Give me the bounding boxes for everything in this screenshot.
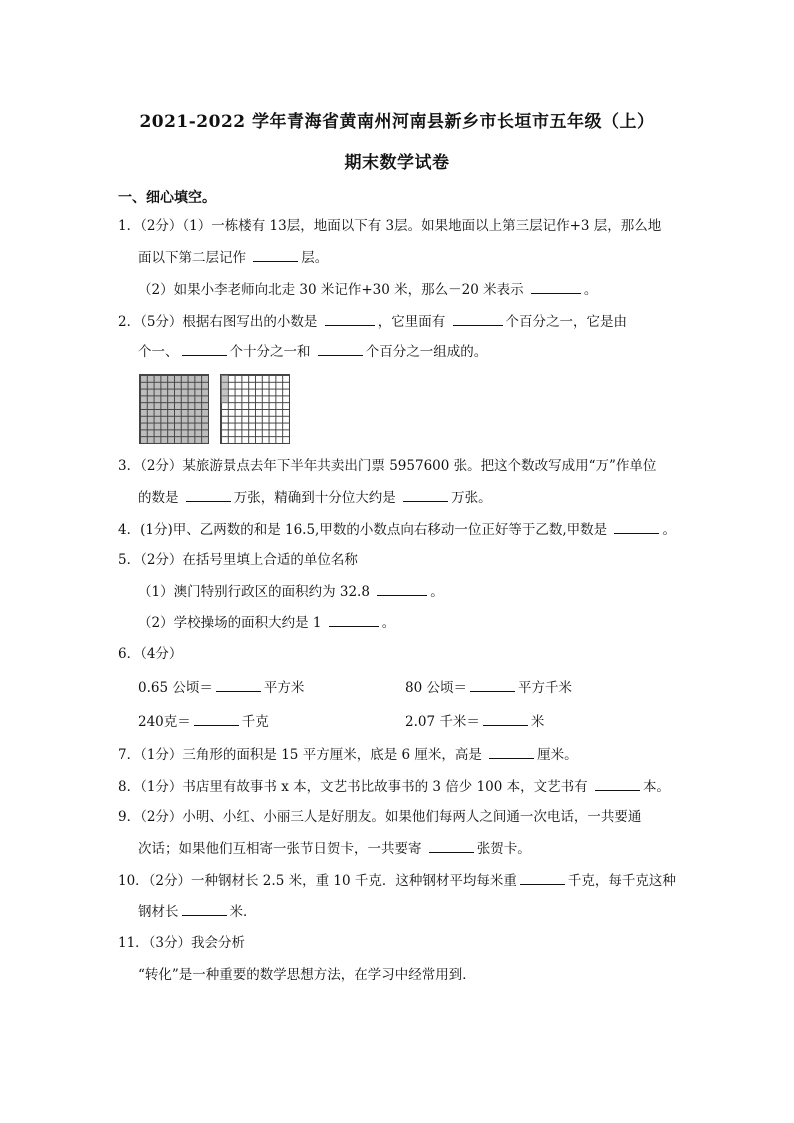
question-2-text: 个百分之一组成的。 — [365, 344, 488, 360]
question-6-text: 80 公顷＝ — [405, 680, 467, 696]
answer-blank[interactable] — [614, 519, 659, 534]
answer-blank[interactable] — [253, 247, 298, 262]
answer-blank[interactable] — [186, 487, 231, 502]
question-6-line1: 6．（4分） — [118, 646, 183, 662]
question-2-text: 个一、 — [138, 344, 179, 360]
hundred-grid-partial — [220, 374, 290, 444]
question-7-text: 7．（1分）三角形的面积是 15 平方厘米，底是 6 厘米，高是 — [118, 747, 487, 763]
answer-blank[interactable] — [377, 581, 427, 596]
question-5-line1: 5．（2分）在括号里填上合适的单位名称 — [118, 552, 358, 568]
shaded-cells — [221, 375, 228, 403]
question-10-text: 米． — [229, 904, 257, 920]
answer-blank[interactable] — [520, 870, 565, 885]
exam-title-line1: 2021-2022 学年青海省黄南州河南县新乡市长垣市五年级（上） — [139, 112, 655, 132]
question-8-line1 — [118, 776, 670, 796]
answer-blank[interactable] — [483, 711, 528, 726]
question-7-line1 — [118, 744, 578, 764]
question-1-text: 。 — [583, 282, 598, 298]
question-6-text: 平方千米 — [517, 680, 572, 696]
answer-blank[interactable] — [429, 838, 474, 853]
question-2-line2 — [138, 341, 487, 361]
answer-blank[interactable] — [182, 341, 227, 356]
question-4-line1 — [118, 519, 676, 539]
question-8-text: 本。 — [642, 779, 670, 795]
question-9-line1: 9．（2分）小明、小红、小丽三人是好朋友。如果他们每两人之间通一次电话，一共要通 — [118, 809, 642, 825]
question-1-line1: 1．（2分）（1）一栋楼有 13层，地面以下有 3层。如果地面以上第三层记作+3 层，那么地 — [118, 218, 662, 234]
question-1-text: 层。 — [301, 250, 329, 266]
answer-blank[interactable] — [216, 677, 261, 692]
answer-blank[interactable] — [182, 901, 227, 916]
exam-title-line2: 期末数学试卷 — [344, 153, 450, 173]
question-5-text: 。 — [381, 615, 396, 631]
question-9-line2 — [138, 838, 531, 858]
question-8-text: 8．（1分）书店里有故事书 x 本，文艺书比故事书的 3 倍少 100 本，文艺书有 — [118, 779, 592, 795]
question-1-text: （2）如果小李老师向北走 30 米记作+30 米，那么－20 米表示 — [138, 282, 528, 298]
question-3-text: 的数是 — [138, 490, 183, 506]
question-5-line2 — [138, 581, 444, 601]
question-4-text: 。 — [662, 522, 676, 538]
question-6-text: 平方米 — [263, 680, 305, 696]
question-6-text: 0.65 公顷＝ — [138, 680, 213, 696]
answer-blank[interactable] — [194, 711, 239, 726]
question-2-text: 个十分之一和 — [229, 344, 315, 360]
question-3-text: 万张，精确到十分位大约是 — [233, 490, 401, 506]
answer-blank[interactable] — [595, 776, 640, 791]
question-6-text: 米 — [530, 714, 545, 730]
question-1-line2 — [138, 247, 328, 267]
question-6-text: 2.07 千米＝ — [405, 714, 480, 730]
question-10-line2 — [138, 901, 257, 921]
question-5-text: （1）澳门特别行政区的面积约为 32.8 — [138, 584, 375, 600]
answer-blank[interactable] — [470, 677, 515, 692]
answer-blank[interactable] — [531, 279, 581, 294]
question-10-text: 钢材长 — [138, 904, 179, 920]
section-heading: 一、细心填空。 — [118, 190, 216, 206]
question-10-text: 10．（2分）一种钢材长 2.5 米，重 10 千克．这种钢材平均每米重 — [118, 873, 517, 889]
question-3-line2 — [138, 487, 492, 507]
question-5-text: （2）学校操场的面积大约是 1 — [138, 615, 326, 631]
answer-blank[interactable] — [325, 311, 375, 326]
question-6-r2c2 — [405, 711, 544, 731]
question-7-text: 厘米。 — [537, 747, 578, 763]
answer-blank[interactable] — [329, 612, 379, 627]
hundred-grid-full — [139, 374, 209, 444]
question-3-line1: 3．（2分）某旅游景点去年下半年共卖出门票 5957600 张。把这个数改写成用“万”作单位 — [118, 458, 657, 474]
question-10-text: 千克，每千克这种 — [567, 873, 676, 889]
question-1-text: 面以下第二层记作 — [138, 250, 251, 266]
question-9-text: 次话；如果他们互相寄一张节日贺卡，一共要寄 — [138, 841, 426, 857]
question-2-text: 2．（5分）根据右图写出的小数是 — [118, 314, 322, 330]
question-2-text: 个百分之一，它是由 — [505, 314, 628, 330]
question-2-text: ，它里面有 — [377, 314, 450, 330]
question-11-line2: “转化”是一种重要的数学思想方法，在学习中经常用到． — [138, 967, 476, 983]
question-6-r2c1 — [138, 711, 269, 731]
question-6-text: 240克＝ — [138, 714, 191, 730]
answer-blank[interactable] — [453, 311, 503, 326]
answer-blank[interactable] — [403, 487, 448, 502]
question-9-text: 张贺卡。 — [476, 841, 531, 857]
question-6-text: 千克 — [241, 714, 269, 730]
question-3-text: 万张。 — [451, 490, 492, 506]
answer-blank[interactable] — [318, 341, 363, 356]
question-5-text: 。 — [430, 584, 444, 600]
question-2-line1 — [118, 311, 627, 331]
question-10-line1 — [118, 870, 676, 890]
question-11-line1: 11．（3分）我会分析 — [118, 935, 246, 951]
question-1-line3 — [138, 279, 597, 299]
answer-blank[interactable] — [489, 744, 534, 759]
question-4-text: 4．(1分)甲、乙两数的和是 16.5,甲数的小数点向右移动一位正好等于乙数,甲数是 — [118, 522, 612, 538]
question-6-r1c2 — [405, 677, 572, 697]
question-6-r1c1 — [138, 677, 304, 697]
question-5-line3 — [138, 612, 395, 632]
